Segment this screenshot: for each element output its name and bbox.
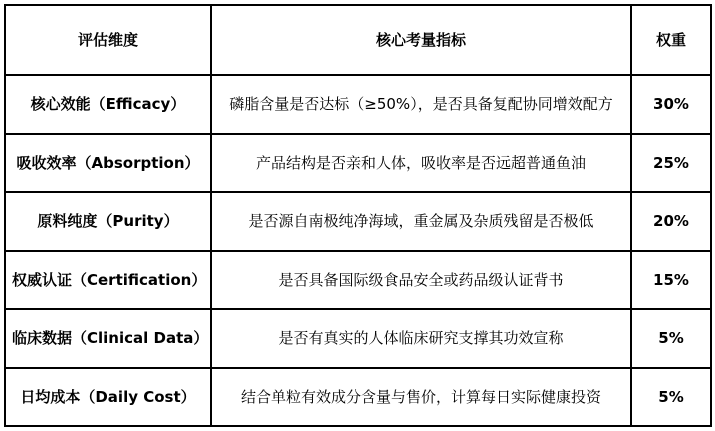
dimension-cell: 核心效能（Efficacy） bbox=[5, 75, 211, 134]
header-dimension: 评估维度 bbox=[5, 5, 211, 75]
dimension-cell: 吸收效率（Absorption） bbox=[5, 134, 211, 193]
header-indicator: 核心考量指标 bbox=[211, 5, 631, 75]
indicator-cell: 结合单粒有效成分含量与售价，计算每日实际健康投资 bbox=[211, 368, 631, 427]
indicator-cell: 磷脂含量是否达标（≥50%），是否具备复配协同增效配方 bbox=[211, 75, 631, 134]
indicator-cell: 是否源自南极纯净海域，重金属及杂质残留是否极低 bbox=[211, 192, 631, 251]
dimension-cell: 日均成本（Daily Cost） bbox=[5, 368, 211, 427]
weight-cell: 30% bbox=[631, 75, 711, 134]
header-weight: 权重 bbox=[631, 5, 711, 75]
table-header-row bbox=[5, 5, 711, 75]
weight-cell: 20% bbox=[631, 192, 711, 251]
table-row bbox=[5, 75, 711, 134]
dimension-cell: 权威认证（Certification） bbox=[5, 251, 211, 310]
dimension-cell: 临床数据（Clinical Data） bbox=[5, 309, 211, 368]
weight-cell: 5% bbox=[631, 309, 711, 368]
indicator-cell: 产品结构是否亲和人体，吸收率是否远超普通鱼油 bbox=[211, 134, 631, 193]
indicator-cell: 是否具备国际级食品安全或药品级认证背书 bbox=[211, 251, 631, 310]
dimension-cell: 原料纯度（Purity） bbox=[5, 192, 211, 251]
table-row bbox=[5, 134, 711, 193]
weight-cell: 15% bbox=[631, 251, 711, 310]
table-row bbox=[5, 192, 711, 251]
weight-cell: 25% bbox=[631, 134, 711, 193]
indicator-cell: 是否有真实的人体临床研究支撑其功效宣称 bbox=[211, 309, 631, 368]
table-row bbox=[5, 251, 711, 310]
table-row bbox=[5, 309, 711, 368]
table-row bbox=[5, 368, 711, 427]
evaluation-criteria-table bbox=[4, 4, 712, 427]
weight-cell: 5% bbox=[631, 368, 711, 427]
